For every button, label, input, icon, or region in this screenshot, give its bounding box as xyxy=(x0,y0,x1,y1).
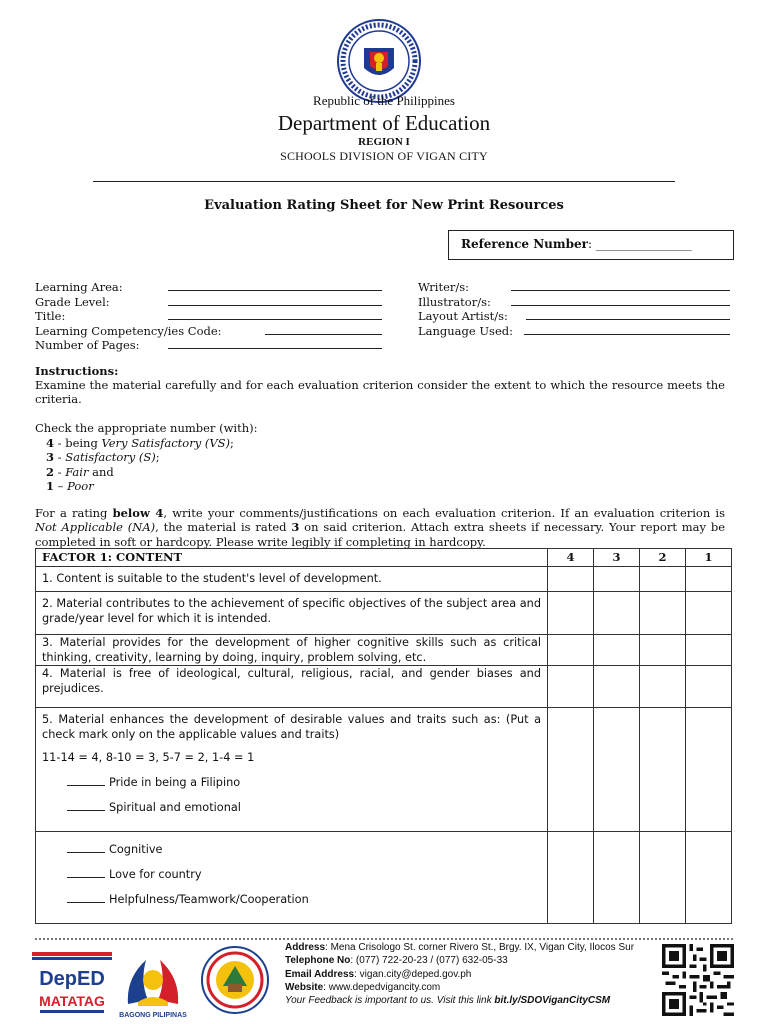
rating-cell[interactable] xyxy=(686,708,732,832)
bagong-pilipinas-logo-icon xyxy=(118,948,188,1020)
column-3-heading: 3 xyxy=(594,549,640,567)
table-row xyxy=(36,635,732,666)
rating-cell[interactable] xyxy=(548,666,594,708)
rating-cell[interactable] xyxy=(548,832,594,924)
rating-cell[interactable] xyxy=(594,832,640,924)
reference-number-label: Reference Number xyxy=(461,237,588,251)
check-blank[interactable] xyxy=(67,867,105,878)
criterion-3: 3. Material provides for the development of higher cognitive skills such as critical thinking, creativity, learning by doing, inquiry, problem solving, etc. xyxy=(36,635,548,666)
website-line[interactable]: Website: www.depedvigancity.com xyxy=(285,981,441,993)
qr-code-icon[interactable] xyxy=(662,944,734,1016)
competency-code-field[interactable] xyxy=(265,324,382,335)
rating-cell[interactable] xyxy=(640,708,686,832)
column-1-heading: 1 xyxy=(686,549,732,567)
division-text: SCHOOLS DIVISION OF VIGAN CITY xyxy=(280,149,488,163)
criterion-2: 2. Material contributes to the achievement of specific objectives of the subject area and grade/year level for which it is intended. xyxy=(36,592,548,635)
rating-cell[interactable] xyxy=(594,635,640,666)
title-label: Title: xyxy=(35,309,66,323)
rating-cell[interactable] xyxy=(594,666,640,708)
title-field[interactable] xyxy=(168,309,382,320)
check-blank[interactable] xyxy=(67,775,105,786)
feedback-line[interactable]: Your Feedback is important to us. Visit this link bit.ly/SDOViganCityCSM xyxy=(285,995,611,1007)
illustrators-label: Illustrator/s: xyxy=(418,294,491,309)
writers-label: Writer/s: xyxy=(418,280,470,294)
reference-number-box[interactable] xyxy=(448,230,734,260)
value-option[interactable]: Pride in being a Filipino xyxy=(42,775,541,790)
number-of-pages-field[interactable] xyxy=(168,338,382,349)
scale-item: 1 – Poor xyxy=(46,478,94,493)
table-header-row xyxy=(36,549,732,567)
language-used-field[interactable] xyxy=(524,324,730,335)
learning-area-field[interactable] xyxy=(168,280,382,291)
table-row xyxy=(36,708,732,832)
grade-level-field[interactable] xyxy=(168,295,382,306)
rating-cell[interactable] xyxy=(640,832,686,924)
rating-cell[interactable] xyxy=(548,592,594,635)
rating-cell[interactable] xyxy=(548,708,594,832)
value-option[interactable]: Cognitive xyxy=(42,842,541,857)
illustrators-field[interactable] xyxy=(511,295,730,306)
layout-artists-label: Layout Artist/s: xyxy=(418,309,508,323)
table-row xyxy=(36,567,732,592)
values-continued xyxy=(36,832,548,924)
feedback-link[interactable]: bit.ly/SDOViganCityCSM xyxy=(494,995,611,1007)
value-option[interactable]: Helpfulness/Teamwork/Cooperation xyxy=(42,892,541,907)
telephone-line: Telephone No: (077) 722-20-23 / (077) 632-05-33 xyxy=(285,955,508,967)
column-4-heading: 4 xyxy=(548,549,594,567)
deped-seal-icon xyxy=(336,18,422,104)
check-blank[interactable] xyxy=(67,842,105,853)
learning-area-label: Learning Area: xyxy=(35,280,123,294)
deped-matatag-logo-icon xyxy=(32,952,112,1018)
svg-text:MATATAG: MATATAG xyxy=(39,993,105,1009)
rating-cell[interactable] xyxy=(686,832,732,924)
rating-table xyxy=(35,548,732,924)
layout-artists-field[interactable] xyxy=(526,309,730,320)
rating-cell[interactable] xyxy=(686,666,732,708)
rating-cell[interactable] xyxy=(640,635,686,666)
rating-cell[interactable] xyxy=(548,635,594,666)
check-heading: Check the appropriate number (with): xyxy=(35,421,258,435)
competency-code-label: Learning Competency/ies Code: xyxy=(35,323,222,338)
table-row xyxy=(36,666,732,708)
region-text: REGION I xyxy=(358,136,410,148)
contact-info xyxy=(285,941,634,1007)
number-of-pages-label: Number of Pages: xyxy=(35,338,140,352)
email-line[interactable]: Email Address: vigan.city@deped.gov.ph xyxy=(285,968,472,980)
check-blank[interactable] xyxy=(67,892,105,903)
rating-scale xyxy=(46,436,234,493)
department-title: Department of Education xyxy=(277,111,491,135)
header-divider xyxy=(93,181,675,182)
rating-cell[interactable] xyxy=(686,592,732,635)
rating-cell[interactable] xyxy=(686,567,732,592)
criterion-4: 4. Material is free of ideological, cultural, religious, racial, and gender biases and prejudices. xyxy=(36,666,548,708)
scale-item: 3 - Satisfactory (S); xyxy=(46,450,160,465)
table-row xyxy=(36,592,732,635)
instructions-heading: Instructions: xyxy=(35,364,119,378)
column-2-heading: 2 xyxy=(640,549,686,567)
rating-cell[interactable] xyxy=(594,567,640,592)
rating-cell[interactable] xyxy=(594,592,640,635)
criterion-5 xyxy=(36,708,548,832)
rating-cell[interactable] xyxy=(686,635,732,666)
address-line: Address: Mena Crisologo St. corner Rivero St., Brgy. IX, Vigan City, Ilocos Sur xyxy=(285,942,635,953)
document-title: Evaluation Rating Sheet for New Print Resources xyxy=(204,198,564,213)
rating-cell[interactable] xyxy=(594,708,640,832)
reference-number-blank: : ________________ xyxy=(587,237,692,251)
republic-text: Republic of the Philippines xyxy=(313,93,455,108)
check-blank[interactable] xyxy=(67,800,105,811)
criterion-1: 1. Content is suitable to the student's level of development. xyxy=(36,567,548,592)
factor-heading: FACTOR 1: CONTENT xyxy=(36,549,548,567)
rating-cell[interactable] xyxy=(640,567,686,592)
fields-right xyxy=(418,280,730,338)
fields-left xyxy=(35,280,382,353)
language-used-label: Language Used: xyxy=(418,323,513,338)
scale-item: 2 - Fair and xyxy=(46,464,114,479)
rating-cell[interactable] xyxy=(548,567,594,592)
rating-cell[interactable] xyxy=(640,666,686,708)
criterion-5-text: 5. Material enhances the development of desirable values and traits such as: (Put a check mark only on the applicable values and traits) xyxy=(42,713,541,741)
rating-note: For a rating below 4, write your comments/justifications on each evaluation criterion. If an evaluation criterion is Not Applicable (NA), the material is rated 3 on said criterion. Attach extra sheets if necessary. Your report may be completed in soft or hardcopy. Please write legibly if completing in hardcopy. xyxy=(35,506,726,549)
svg-text:BAGONG PILIPINAS: BAGONG PILIPINAS xyxy=(119,1012,187,1019)
score-rule: 11-14 = 4, 8-10 = 3, 5-7 = 2, 1-4 = 1 xyxy=(42,751,255,764)
table-row xyxy=(36,832,732,924)
grade-level-label: Grade Level: xyxy=(35,294,110,309)
value-option[interactable]: Love for country xyxy=(42,867,541,882)
sdo-vigan-seal-icon xyxy=(200,944,270,1016)
svg-text:DepED: DepED xyxy=(39,968,105,990)
scale-item: 4 - being Very Satisfactory (VS); xyxy=(46,436,234,450)
rating-cell[interactable] xyxy=(640,592,686,635)
writers-field[interactable] xyxy=(511,280,730,291)
instructions-text: Examine the material carefully and for each evaluation criterion consider the extent to which the resource meets the criteria. xyxy=(35,378,725,407)
value-option[interactable]: Spiritual and emotional xyxy=(42,800,541,815)
footer-divider xyxy=(35,938,733,940)
